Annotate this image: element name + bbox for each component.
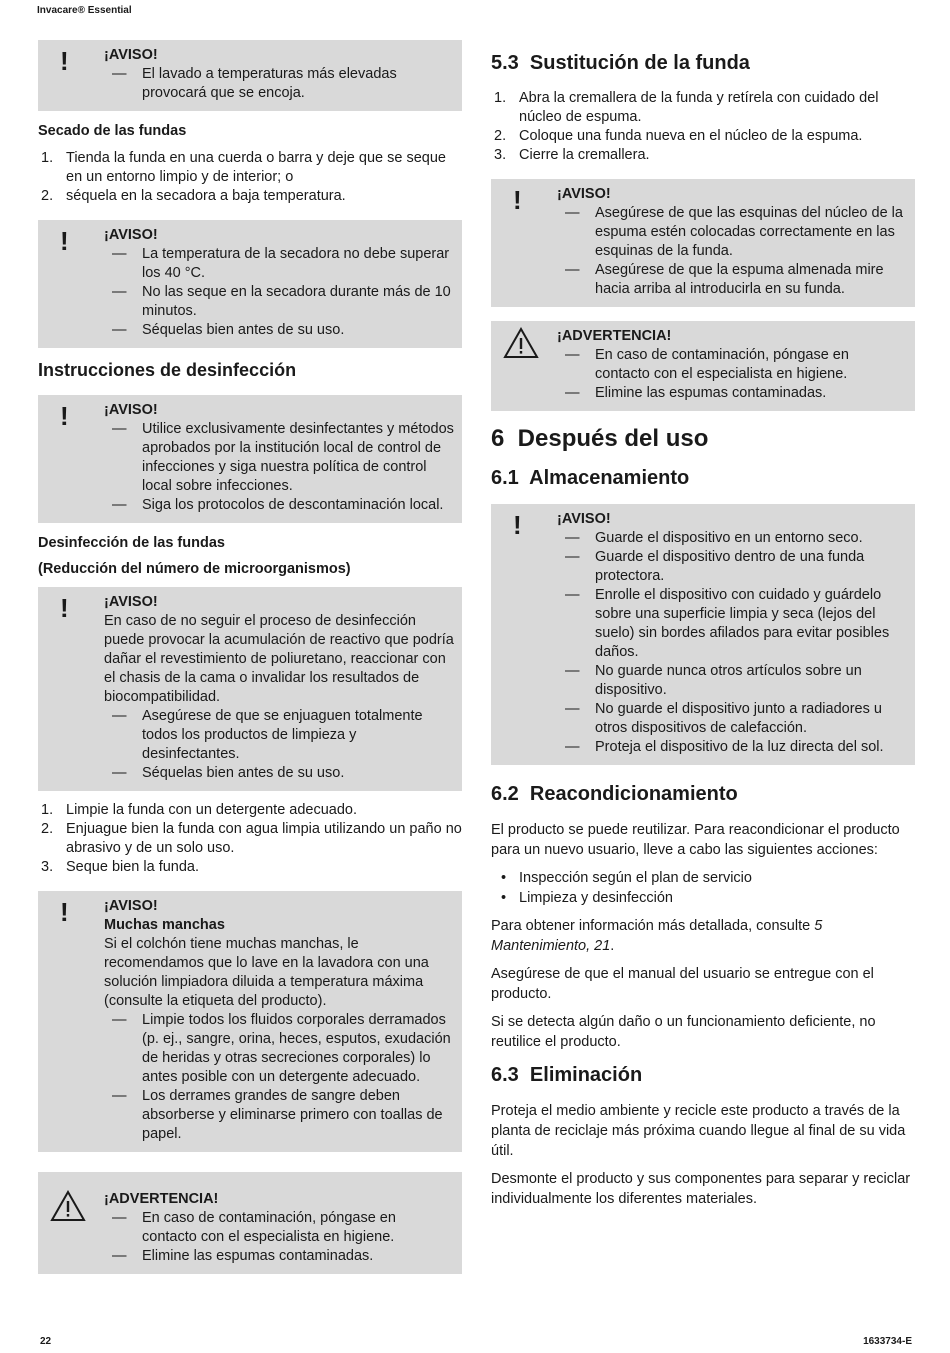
notice-box [38, 587, 462, 791]
notice-item: — El lavado a temperaturas más elevadas provocará que se encoja. [112, 65, 454, 103]
notice-item: — Enrolle el dispositivo con cuidado y guárdelo sobre una superficie limpia y seca (lejos del suelo) sin bordes afilados para evitar posibles daños. [565, 586, 907, 662]
list-item: 1. Limpie la funda con un detergente adecuado. [41, 802, 358, 818]
notice-box [38, 220, 462, 348]
section-heading: Instrucciones de desinfección [38, 360, 297, 380]
notice-item: — La temperatura de la secadora no debe superar los 40 °C. [112, 245, 454, 283]
notice-item: — Asegúrese de que las esquinas del núcleo de la espuma estén colocadas correctamente en las esquinas de la funda. [565, 204, 907, 261]
notice-box [491, 179, 915, 307]
warning-item: — En caso de contaminación, póngase en contacto con el especialista en higiene. [565, 346, 907, 384]
warning-box [38, 1172, 462, 1274]
notice-item: — Séquelas bien antes de su uso. [112, 321, 454, 340]
list-item: 1. Tienda la funda en una cuerda o barra y deje que se seque en un entorno limpio y de interior; o [41, 150, 446, 185]
list-item: • Inspección según el plan de servicio [491, 868, 915, 888]
exclamation-icon: ! [60, 401, 69, 431]
notice-item: — Asegúrese de que la espuma almenada mire hacia arriba al introducirla en su funda. [565, 261, 907, 299]
paragraph: Asegúrese de que el manual del usuario se entregue con el producto. [491, 966, 874, 1002]
warning-item: — Elimine las espumas contaminadas. [565, 384, 907, 403]
chapter-heading: 6 Después del uso [491, 425, 709, 452]
section-heading: 6.1 Almacenamiento [491, 467, 690, 489]
notice-item: — No guarde nunca otros artículos sobre un dispositivo. [565, 662, 907, 700]
paragraph: Proteja el medio ambiente y recicle este producto a través de la planta de reciclaje más próxima cuando llegue al final de su vida útil. [491, 1103, 906, 1159]
section-subheading: Secado de las fundas [38, 123, 187, 139]
document-number: 1633734-E [863, 1336, 912, 1347]
notice-item: — Proteja el dispositivo de la luz directa del sol. [565, 738, 907, 757]
notice-text: Si el colchón tiene muchas manchas, le recomendamos que lo lave en la lavadora con una solución limpiadora diluida a temperatura máxima (consulte la etiqueta del producto). [104, 936, 429, 1009]
right-column [491, 40, 915, 1217]
list-item: 1. Abra la cremallera de la funda y retírela con cuidado del núcleo de espuma. [494, 90, 879, 125]
notice-title: ¡AVISO! [104, 402, 158, 418]
list-item: • Limpieza y desinfección [491, 888, 915, 908]
notice-item: — Limpie todos los fluidos corporales derramados (p. ej., sangre, orina, heces, esputos, exudación de heridas y otras secreciones corporales) lo antes posible con un detergente adecuado. [112, 1011, 454, 1087]
warning-item: — Elimine las espumas contaminadas. [112, 1247, 454, 1266]
exclamation-icon: ! [513, 510, 522, 540]
notice-item: — No guarde el dispositivo junto a radiadores u otros dispositivos de calefacción. [565, 700, 907, 738]
notice-item: — No las seque en la secadora durante más de 10 minutos. [112, 283, 454, 321]
notice-box [38, 395, 462, 523]
paragraph: Desmonte el producto y sus componentes para separar y reciclar individualmente los diferentes materiales. [491, 1171, 911, 1207]
replace-steps [491, 89, 915, 165]
notice-subtitle: Muchas manchas [104, 917, 225, 933]
notice-item: — Guarde el dispositivo dentro de una funda protectora. [565, 548, 907, 586]
notice-item: — Utilice exclusivamente desinfectantes y métodos aprobados por la institución local de control de infecciones y siga nuestra política de control local sobre infecciones. [112, 420, 454, 496]
notice-text: En caso de no seguir el proceso de desinfección puede provocar la acumulación de reactivo que podría dañar el revestimiento de poliuretano, reaccionar con el chasis de la cama o invalidar los resultados de biocompatibilidad. [104, 613, 454, 705]
notice-box [38, 891, 462, 1152]
list-item: 2. séquela en la secadora a baja temperatura. [41, 188, 346, 204]
notice-item: — Guarde el dispositivo en un entorno seco. [565, 529, 907, 548]
section-subheading: (Reducción del número de microorganismos) [38, 561, 351, 577]
paragraph: Si se detecta algún daño o un funcionamiento deficiente, no reutilice el producto. [491, 1014, 876, 1050]
section-subheading: Desinfección de las fundas [38, 535, 225, 551]
section-heading: 5.3 Sustitución de la funda [491, 52, 750, 74]
cross-reference-link[interactable]: 5 Mantenimiento, 21 [491, 918, 823, 954]
drying-steps [38, 149, 462, 206]
notice-title: ¡AVISO! [104, 594, 158, 610]
section-heading: 6.2 Reacondicionamiento [491, 783, 738, 805]
notice-title: ¡AVISO! [104, 47, 158, 63]
header-brand: Invacare® Essential [37, 5, 132, 16]
notice-box [491, 504, 915, 765]
paragraph: Para obtener información más detallada, consulte 5 Mantenimiento, 21. [491, 918, 823, 954]
exclamation-icon: ! [60, 226, 69, 256]
warning-title: ¡ADVERTENCIA! [104, 1191, 219, 1207]
notice-item: — Siga los protocolos de descontaminación local. [112, 496, 454, 515]
notice-title: ¡AVISO! [557, 511, 611, 527]
list-item: 3. Cierre la cremallera. [494, 147, 650, 163]
left-column [38, 40, 462, 1284]
exclamation-icon: ! [60, 46, 69, 76]
notice-title: ¡AVISO! [104, 898, 158, 914]
warning-item: — En caso de contaminación, póngase en contacto con el especialista en higiene. [112, 1209, 454, 1247]
exclamation-icon: ! [60, 593, 69, 623]
warning-title: ¡ADVERTENCIA! [557, 328, 672, 344]
notice-item: — Los derrames grandes de sangre deben absorberse y eliminarse primero con toallas de papel. [112, 1087, 454, 1144]
notice-title: ¡AVISO! [104, 227, 158, 243]
paragraph: El producto se puede reutilizar. Para reacondicionar el producto para un nuevo usuario, lleve a cabo las siguientes acciones: [491, 822, 900, 858]
page-number: 22 [40, 1336, 52, 1347]
warning-triangle-icon [50, 1190, 86, 1222]
warning-triangle-icon [503, 327, 539, 359]
list-item: 2. Coloque una funda nueva en el núcleo de la espuma. [494, 128, 863, 144]
bullet-list [491, 868, 915, 908]
notice-title: ¡AVISO! [557, 186, 611, 202]
warning-box [491, 321, 915, 411]
list-item: 2. Enjuague bien la funda con agua limpia utilizando un paño no abrasivo y de un solo uso. [41, 821, 462, 856]
list-item: 3. Seque bien la funda. [41, 859, 200, 875]
notice-item: — Asegúrese de que se enjuaguen totalmente todos los productos de limpieza y desinfectantes. [112, 707, 454, 764]
notice-item: — Séquelas bien antes de su uso. [112, 764, 454, 783]
section-heading: 6.3 Eliminación [491, 1064, 643, 1086]
exclamation-icon: ! [60, 897, 69, 927]
cleaning-steps [38, 801, 462, 877]
notice-box [38, 40, 462, 111]
exclamation-icon: ! [513, 185, 522, 215]
